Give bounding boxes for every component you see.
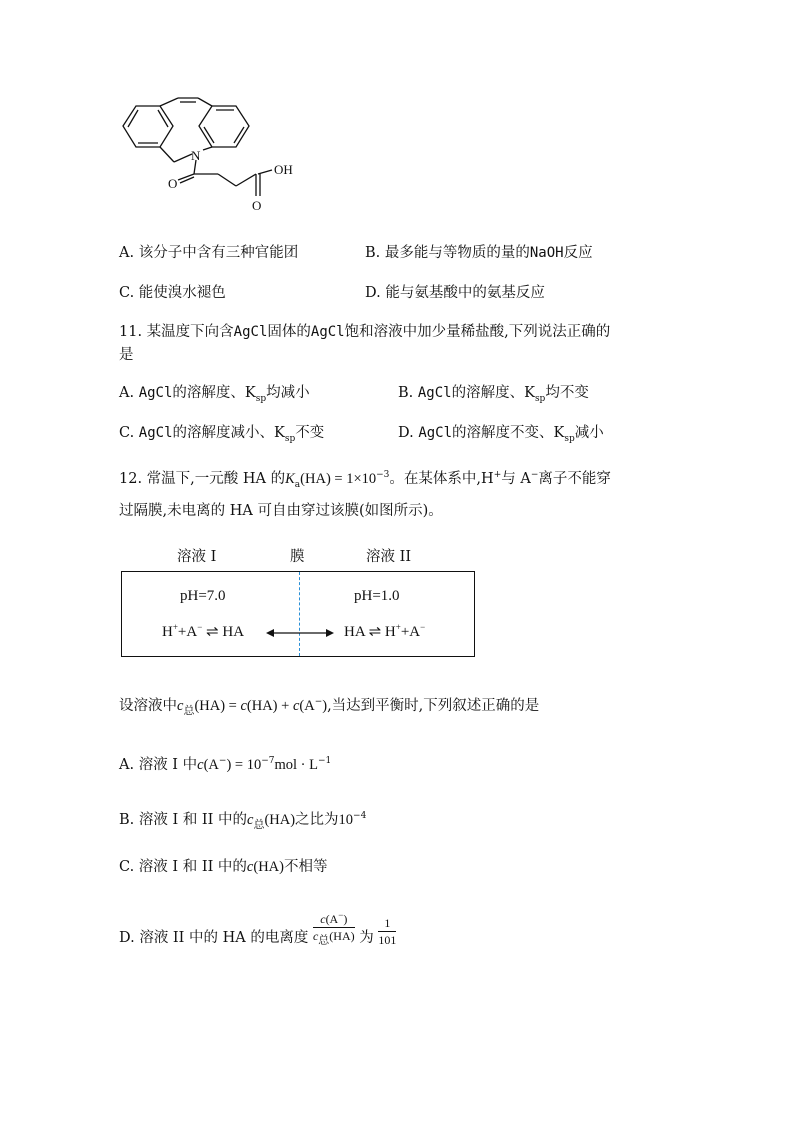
q10-naoh: NaOH [529,245,564,261]
eq-right-a: +A [400,624,421,640]
q12-d-num-expr: (A [325,911,339,926]
q12-d-value-fraction [378,907,396,948]
q11-c-label: C. [119,425,135,441]
ph-right: pH=1.0 [354,588,400,604]
q11-option-d [398,423,604,443]
q12-d-value-num: 1 [378,915,396,932]
q12-stem-line2: 过隔膜,未电离的 HA 可自由穿过该膜(如图所示)。 [119,503,443,519]
q11-c-agcl: AgCl [138,425,173,441]
q11-option-a [119,383,310,403]
eq-right-h-sup: + [395,622,401,632]
q12-d-pre: D. 溶液 II 中的 HA 的电离度 [119,930,309,946]
q12-d-value-den: 101 [378,932,397,947]
q12-a-expr: (A [203,757,219,773]
q12-option-c [119,857,327,877]
q11-b-label: B. [398,385,414,401]
atom-o-acid: O [252,198,262,213]
q12-hplus-sup: + [493,470,502,481]
q12-d-den-zong: 总 [318,933,330,946]
q12-stem-post2: 与 A [501,471,531,487]
q11-b-ksp-sub: sp [534,393,546,404]
def-c3: c [292,698,300,714]
atom-n: N [191,148,201,163]
q12-stem-pre: 12. 常温下,一元酸 HA 的 [119,471,286,487]
q11-stem-a: 11. 某温度下向含 [119,324,234,340]
q11-d-ksp-sub: sp [564,433,575,444]
q12-d-mid: 为 [359,930,374,946]
def-aminus: − [314,697,323,708]
q11-a-post: 均减小 [266,385,310,401]
q11-d-label: D. [398,425,414,441]
q10-option-c: C. 能使溴水褪色 [119,285,226,301]
q12-b-pre: B. 溶液 I 和 II 中的 [119,812,247,828]
q12-a-aminus: − [218,756,227,767]
q12-a-expr2: ) = 10 [226,757,262,773]
q12-ka: K [285,471,295,487]
q11-agcl-2: AgCl [310,324,345,340]
q11-a-agcl: AgCl [138,385,173,401]
eq-left-ha: ⇌ HA [202,624,245,640]
q12-d-den-expr: (HA) [329,928,355,943]
def-pre: 设溶液中 [119,698,177,714]
q11-d-mid: 的溶解度不变、K [452,425,565,441]
q11-c-mid: 的溶解度减小、K [172,425,285,441]
def-zong: 总 [183,703,195,717]
q12-a-pre: A. 溶液 I 中 [119,757,198,773]
q11-d-post: 减小 [574,425,604,441]
q10-option-b [365,243,593,263]
def-post: ,当达到平衡时,下列叙述正确的是 [327,698,540,714]
equilibrium-left [162,622,244,641]
q11-stem-c: 饱和溶液中加少量稀盐酸,下列说法正确的 [344,324,611,340]
q11-a-label: A. [119,385,135,401]
q11-stem-line1 [119,322,610,342]
q12-b-zong: 总 [253,817,265,831]
atom-o-ketone: O [168,176,178,191]
q11-b-agcl: AgCl [417,385,452,401]
q12-option-b [119,810,366,830]
q12-option-d [119,906,396,948]
eq-left-a-sup: − [197,622,203,632]
q12-aminus-sup: − [530,470,539,481]
label-membrane: 膜 [290,549,305,565]
q12-ka-expr: (HA) = 1×10 [300,471,377,487]
q12-stem-post: 。在某体系中,H [389,471,494,487]
q12-ka-sub: a [294,479,301,490]
q12-d-num-aminus: − [338,909,344,920]
q12-b-c: c [247,812,254,828]
q12-c-c: c [246,859,254,875]
def-expr3-close: ) [322,698,328,714]
q12-option-a [119,755,331,775]
membrane-divider [299,572,300,656]
q11-stem-b: 固体的 [267,324,311,340]
q10-option-b-post: 反应 [563,245,593,261]
q12-a-c: c [197,757,204,773]
q12-a-exp: −7 [261,756,275,767]
def-expr3: (A [299,698,315,714]
label-solution-2: 溶液 II [366,549,412,565]
q12-d-frac-den [313,928,355,944]
eq-left-h: H [162,624,173,640]
q12-definition [119,696,539,716]
q10-option-d: D. 能与氨基酸中的氨基反应 [365,285,545,301]
q11-stem-line2: 是 [119,347,134,363]
double-arrow [266,627,334,639]
q12-b-expr: (HA) [264,812,296,828]
q12-stem-post3: 离子不能穿 [538,471,611,487]
q11-b-post: 均不变 [545,385,589,401]
molecule-structure [112,92,312,217]
def-c1: c [177,698,184,714]
q12-c-expr: (HA) [253,859,284,875]
q10-option-b-pre: B. 最多能与等物质的量的 [365,245,530,261]
eq-left-h-sup: + [172,622,178,632]
q11-c-ksp-sub: sp [284,433,296,444]
q11-a-mid: 的溶解度、K [172,385,256,401]
eq-right-ha: HA ⇌ H [344,624,396,640]
q11-c-post: 不变 [295,425,325,441]
q12-b-mid: 之比为 [295,812,339,828]
q12-a-unit-exp: −1 [317,756,332,767]
eq-right-a-sup: − [420,622,426,632]
q12-stem-line1 [119,469,611,489]
q12-a-unit: mol · L [274,757,318,773]
q11-agcl-1: AgCl [233,324,268,340]
q12-d-den-c: c [312,928,319,943]
membrane-diagram [121,571,475,657]
q12-b-exp: −4 [353,811,367,822]
def-expr1: (HA) = [194,698,241,714]
def-c2: c [240,698,247,714]
atom-oh: OH [274,162,293,177]
q11-option-b [398,383,589,403]
q12-ka-exp: −3 [376,470,390,481]
q12-d-num-c: c [320,911,326,926]
q12-d-ionization-fraction [313,911,355,944]
q11-a-ksp-sub: sp [255,393,267,404]
def-expr2: (HA) + [246,698,293,714]
q12-d-frac-num: c(A−) [313,911,355,928]
q11-b-mid: 的溶解度、K [451,385,535,401]
q12-b-val: 10 [338,812,354,828]
q11-option-c [119,423,324,443]
q12-c-pre: C. 溶液 I 和 II 中的 [119,859,247,875]
equilibrium-right [344,622,425,641]
q12-c-post: 不相等 [283,859,328,875]
label-solution-1: 溶液 I [177,549,217,565]
q10-option-a: A. 该分子中含有三种官能团 [119,245,299,261]
ph-left: pH=7.0 [180,588,226,604]
q11-d-agcl: AgCl [418,425,453,441]
eq-left-a: +A [177,624,198,640]
